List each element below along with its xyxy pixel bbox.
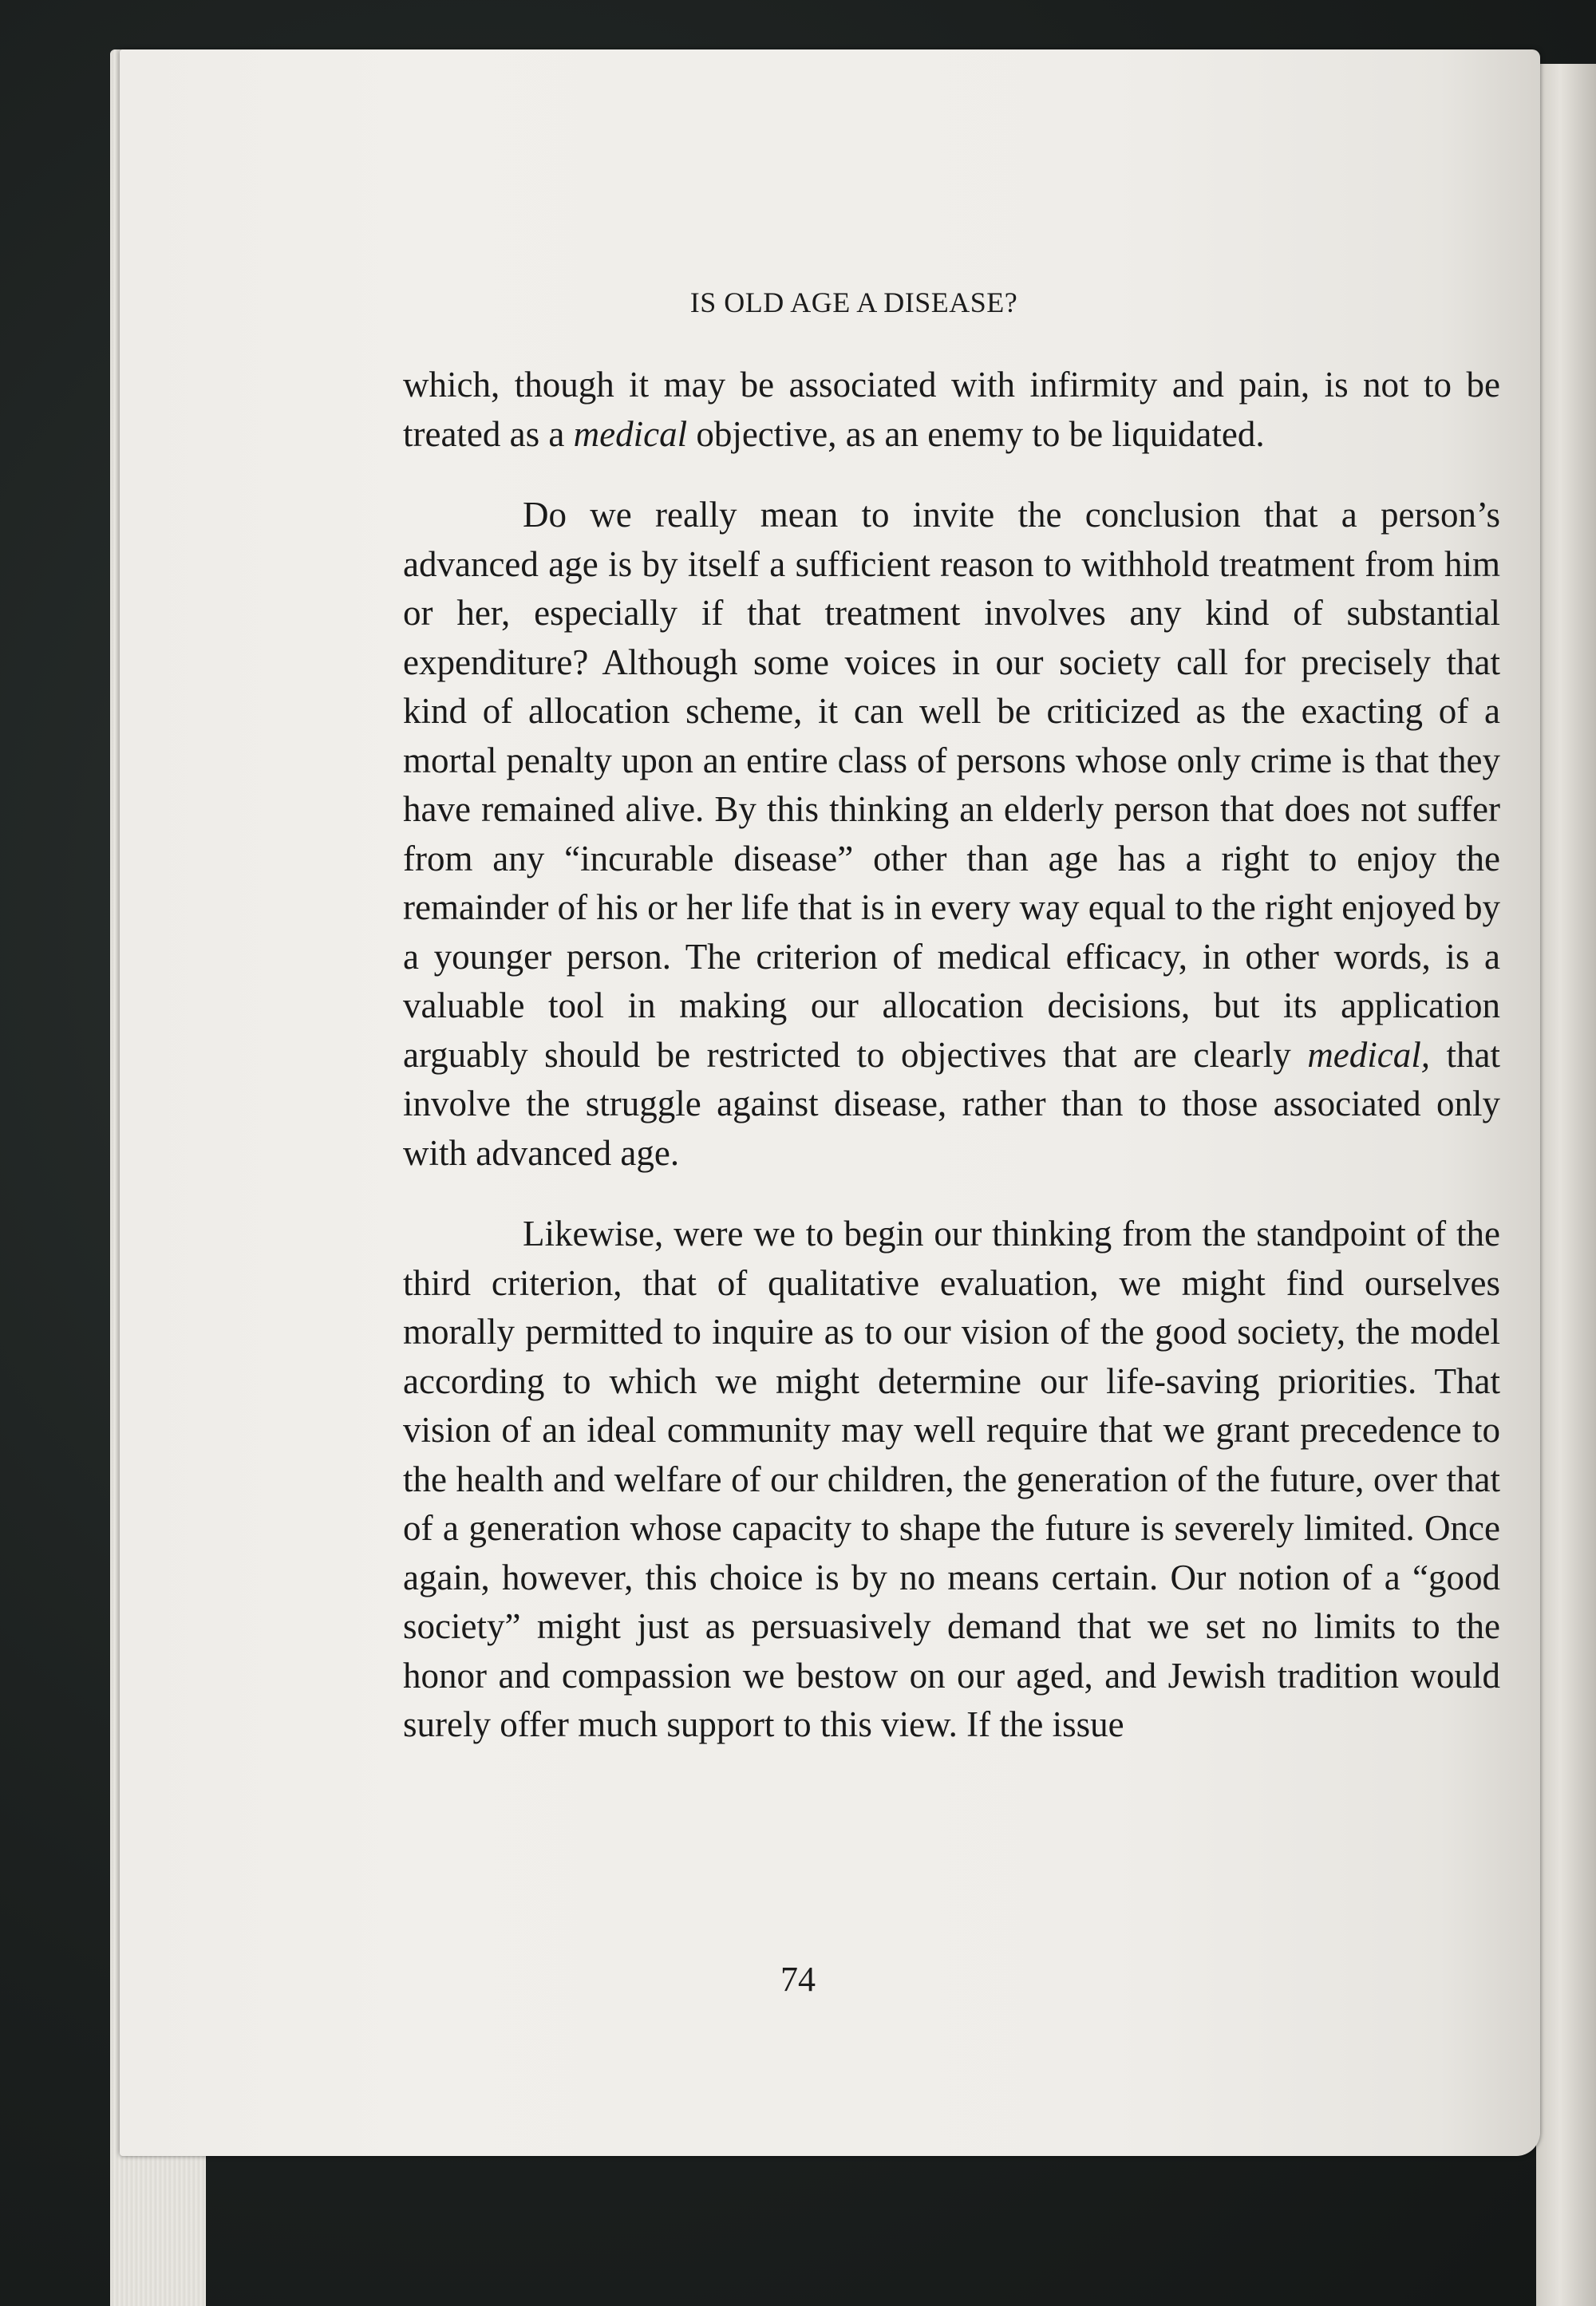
paragraph-1: [403, 361, 1500, 459]
paragraph-2-italic: medical,: [1307, 1034, 1431, 1075]
paragraph-2-part-a: Do we really mean to invite the conclusion that a person’s advanced age is by itself a sufficient reason to withhold treatment from him or her, especially if that treatment involves any kind of substantial expenditure? Although some voices in our society call for precisely that kind of allocation scheme, it can well be criticized as the exacting of a mortal penalty upon an entire class of persons whose only crime is that they have remained alive. By this thinking an elderly person that does not suffer from any “incurable disease” other than age has a right to enjoy the remainder of his or her life that is in every way equal to the right enjoyed by a younger person. The criterion of medical efficacy, in other words, is a valuable tool in making our allocation decisions, but its application arguably should be restricted to objectives that are clearly: [403, 495, 1500, 1075]
running-header: IS OLD AGE A DISEASE?: [689, 286, 1018, 318]
paragraph-1-italic: medical: [573, 413, 688, 454]
paragraph-1-part-b: objective, as an enemy to be liquidated.: [687, 413, 1265, 454]
facing-page-edge: [1536, 64, 1596, 2306]
page-number: 74: [780, 1960, 816, 1999]
paragraph-2-part-b: that involve the struggle against disease, rather than to those associated only with advanced age.: [403, 1034, 1500, 1173]
paragraph-3: Likewise, were we to begin our thinking from the standpoint of the third criterion, that of qualitative evaluation, we might find ourselves morally permitted to inquire as to our vision of the good society, the model according to which we might determine our life-saving priorities. That vision of an ideal community may well require that we grant precedence to the health and welfare of our children, the generation of the future, over that of a generation whose capacity to shape the future is severely limited. Once again, however, this choice is by no means certain. Our notion of a “good society” might just as persuasively demand that we set no limits to the honor and compassion we bestow on our aged, and Jewish tradition would surely offer much support to this view. If the issue: [403, 1214, 1500, 1744]
paragraph-1-part-a: which, though it may be associated with infirmity and pain, is not to be treated as a: [403, 365, 1500, 454]
paragraph-2: [403, 491, 1500, 1178]
body-text: [403, 361, 1500, 1750]
